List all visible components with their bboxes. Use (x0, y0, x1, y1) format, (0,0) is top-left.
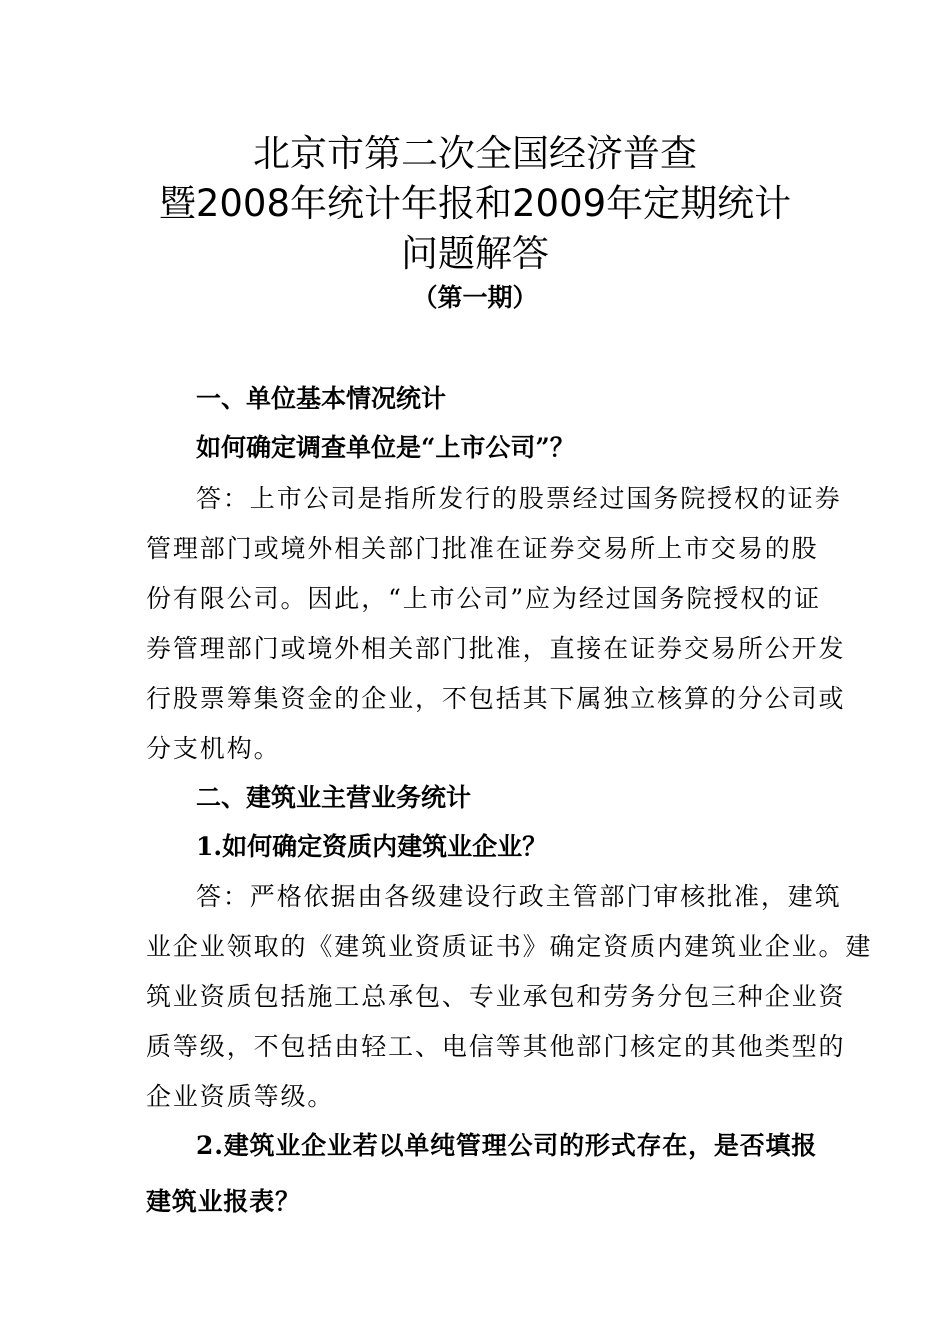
section-1-answer (146, 474, 846, 774)
question-line: 2.建筑业企业若以单纯管理公司的形式存在，是否填报 (196, 1131, 818, 1160)
section-1-heading: 一、单位基本情况统计 (196, 384, 447, 413)
section-2-answer-1 (146, 872, 873, 1122)
answer-line: 答：上市公司是指所发行的股票经过国务院授权的证券 (196, 484, 842, 513)
answer-line: 答：严格依据由各级建设行政主管部门审核批准，建筑 (196, 882, 842, 911)
answer-line: 业企业领取的《建筑业资质证书》确定资质内建筑业企业。建 (146, 932, 873, 961)
issue-number: （第一期） (412, 283, 538, 312)
answer-line: 企业资质等级。 (146, 1082, 335, 1111)
answer-line: 质等级，不包括由轻工、电信等其他部门核定的其他类型的 (146, 1032, 846, 1061)
section-1-question: 如何确定调查单位是“上市公司”？ (196, 433, 575, 462)
document-title-line-2: 暨2008年统计年报和2009年定期统计 (158, 182, 792, 225)
section-2-question-1: 1.如何确定资质内建筑业企业？ (196, 832, 548, 861)
document-title-line-3: 问题解答 (401, 232, 549, 275)
question-line: 建筑业报表？ (146, 1187, 301, 1216)
answer-line: 筑业资质包括施工总承包、专业承包和劳务分包三种企业资 (146, 982, 846, 1011)
section-2-question-2 (146, 1118, 818, 1230)
document-title-line-1: 北京市第二次全国经济普查 (253, 132, 697, 175)
answer-line: 行股票筹集资金的企业，不包括其下属独立核算的分公司或 (146, 684, 846, 713)
answer-line: 份有限公司。因此，“上市公司”应为经过国务院授权的证 (146, 584, 821, 613)
answer-line: 管理部门或境外相关部门批准在证券交易所上市交易的股 (146, 534, 819, 563)
section-2-heading: 二、建筑业主营业务统计 (196, 783, 472, 812)
answer-line: 分支机构。 (146, 734, 281, 763)
answer-line: 券管理部门或境外相关部门批准，直接在证券交易所公开发 (146, 634, 846, 663)
